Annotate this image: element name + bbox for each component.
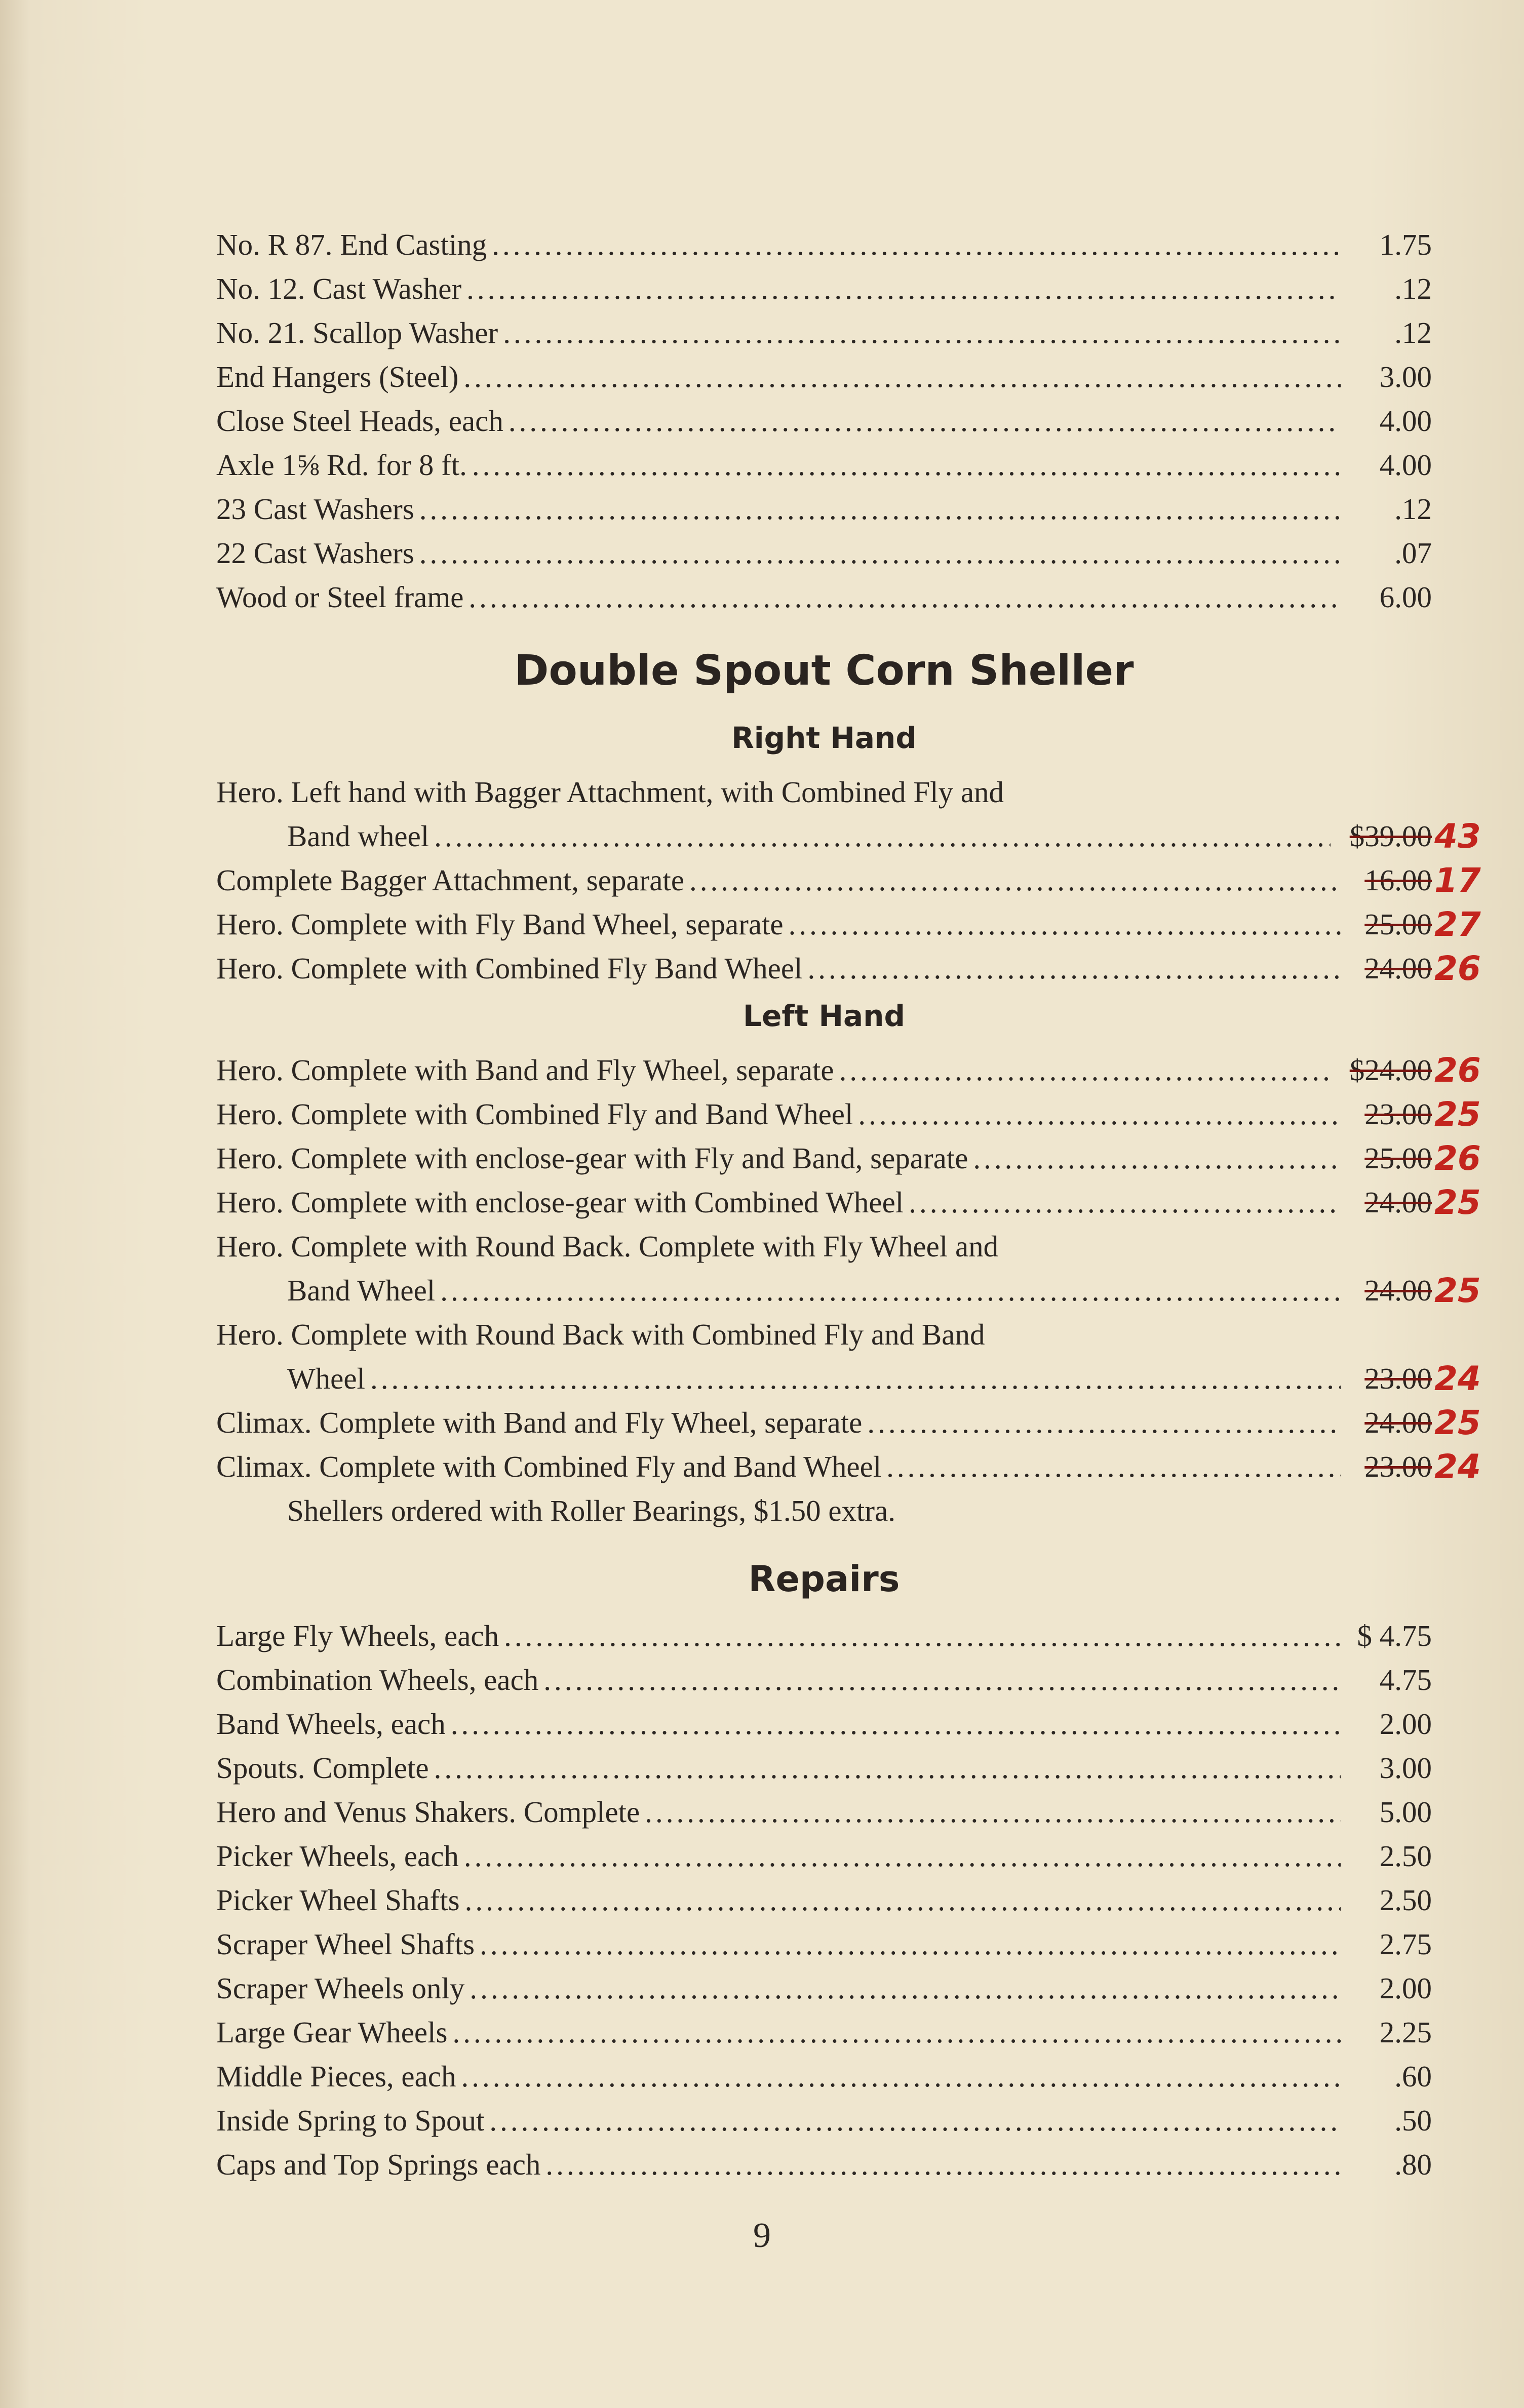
page-number: 9 xyxy=(753,2216,771,2255)
handwritten-price: 27 xyxy=(1434,905,1481,944)
list-item: Scraper Wheel Shafts ..... 2.75 xyxy=(216,1922,1432,1966)
list-item: 23 Cast Washers ..... .12 xyxy=(216,487,1432,531)
subsection-heading-left-hand: Left Hand xyxy=(743,999,905,1033)
list-item: Inside Spring to Spout ..... .50 xyxy=(216,2099,1432,2143)
list-item: Wheel ..... 23.00 24 xyxy=(216,1357,1432,1401)
list-item: Complete Bagger Attachment, separate ..... 16.00 17 xyxy=(216,858,1432,902)
list-item: Large Fly Wheels, each ..... $ 4.75 xyxy=(216,1614,1432,1658)
list-item: No. R 87. End Casting ..... 1.75 xyxy=(216,223,1432,267)
handwritten-price: 17 xyxy=(1434,861,1481,900)
list-item: Spouts. Complete ..... 3.00 xyxy=(216,1746,1432,1790)
parts-list xyxy=(216,223,1432,619)
list-item: Close Steel Heads, each ..... 4.00 xyxy=(216,399,1432,443)
list-item: Middle Pieces, each ..... .60 xyxy=(216,2055,1432,2099)
list-item: Large Gear Wheels ..... 2.25 xyxy=(216,2010,1432,2055)
handwritten-price: 25 xyxy=(1434,1403,1481,1442)
list-item: Wood or Steel frame ..... 6.00 xyxy=(216,575,1432,619)
handwritten-price: 24 xyxy=(1434,1359,1481,1398)
list-item: Band Wheels, each ..... 2.00 xyxy=(216,1702,1432,1746)
list-item-first-line: Hero. Complete with Round Back with Combined Fly and Band xyxy=(216,1318,985,1351)
list-item: Climax. Complete with Combined Fly and Band Wheel ..... 23.00 24 xyxy=(216,1445,1432,1489)
content-column xyxy=(216,223,1481,2187)
list-item: Band Wheel ..... 24.00 25 xyxy=(216,1269,1432,1313)
list-item: Hero. Complete with Combined Fly Band Wheel ..... 24.00 26 xyxy=(216,946,1432,991)
list-item: Picker Wheel Shafts ..... 2.50 xyxy=(216,1878,1432,1922)
handwritten-price: 25 xyxy=(1434,1183,1481,1222)
handwritten-price: 26 xyxy=(1434,1139,1481,1178)
list-item: Hero and Venus Shakers. Complete ..... 5.00 xyxy=(216,1790,1432,1834)
handwritten-price: 25 xyxy=(1434,1095,1481,1134)
list-item: Band wheel ..... $39.00 43 xyxy=(216,814,1432,858)
list-item: Hero. Complete with Fly Band Wheel, separate ..... 25.00 27 xyxy=(216,902,1432,946)
list-item: Climax. Complete with Band and Fly Wheel, separate ..... 24.00 25 xyxy=(216,1401,1432,1445)
list-item: Combination Wheels, each ..... 4.75 xyxy=(216,1658,1432,1702)
list-item: End Hangers (Steel) ..... 3.00 xyxy=(216,355,1432,399)
handwritten-price: 25 xyxy=(1434,1271,1481,1310)
list-item: Axle 1⅝ Rd. for 8 ft. ..... 4.00 xyxy=(216,443,1432,487)
list-item-first-line: Hero. Complete with Round Back. Complete with Fly Wheel and xyxy=(216,1230,999,1263)
handwritten-price: 24 xyxy=(1434,1447,1481,1486)
list-item: Caps and Top Springs each ..... .80 xyxy=(216,2143,1432,2187)
list-item: Scraper Wheels only ..... 2.00 xyxy=(216,1966,1432,2010)
repairs-list xyxy=(216,1614,1432,2187)
list-item: Hero. Complete with Band and Fly Wheel, separate ..... $24.00 26 xyxy=(216,1048,1432,1092)
list-item: Hero. Complete with enclose-gear with Fly and Band, separate ..... 25.00 26 xyxy=(216,1136,1432,1180)
list-item: Hero. Complete with Combined Fly and Band Wheel ..... 23.00 25 xyxy=(216,1092,1432,1136)
list-item: No. 12. Cast Washer ..... .12 xyxy=(216,267,1432,311)
list-item: 22 Cast Washers ..... .07 xyxy=(216,531,1432,575)
list-item-first-line: Hero. Left hand with Bagger Attachment, with Combined Fly and xyxy=(216,775,1004,809)
handwritten-price: 26 xyxy=(1434,949,1481,988)
list-item: Hero. Complete with enclose-gear with Combined Wheel ..... 24.00 25 xyxy=(216,1180,1432,1225)
list-item: Picker Wheels, each ..... 2.50 xyxy=(216,1834,1432,1878)
section-title: Double Spout Corn Sheller xyxy=(514,647,1134,695)
list-item: No. 21. Scallop Washer ..... .12 xyxy=(216,311,1432,355)
repairs-heading: Repairs xyxy=(748,1558,900,1600)
handwritten-price: 26 xyxy=(1434,1051,1481,1090)
handwritten-price: 43 xyxy=(1434,817,1481,856)
roller-bearings-note: Shellers ordered with Roller Bearings, $1.50 extra. xyxy=(287,1494,896,1527)
subsection-heading-right-hand: Right Hand xyxy=(731,721,917,755)
